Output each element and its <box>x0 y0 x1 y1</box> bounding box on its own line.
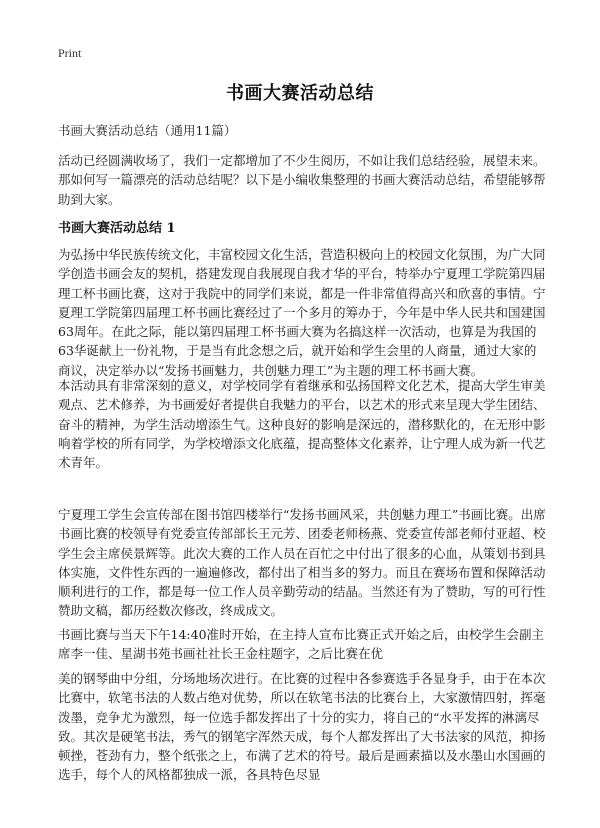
body-paragraph: 美的钢琴曲中分组，分场地场次进行。在比赛的过程中各参赛选手各显身手，由于在本次比赛中，软笔书法的人数占绝对优势，所以在软笔书法的比赛台上，大家激情四射，挥毫泼墨，竞争尤为激烈，每一位选手都发挥出了十分的实力，将自己的“水平发挥的淋漓尽致。其次是硬笔书法，秀气的钢笔字浑然天成，每个人都发挥出了大书法家的风范，抑扬顿挫，苍劲有力，整个纸张之上，布满了艺术的符号。最后是画素描以及水墨山水国画的选手，每个人的风格都独成一派，各具特色尽显 <box>58 671 546 783</box>
body-paragraph: 宁夏理工学生会宣传部在图书馆四楼举行“发扬书画风采，共创魅力理工”书画比赛。出席书画比赛的校领导有党委宣传部部长王元芳、团委老师杨燕、党委宣传部老师付亚超、校学生会主席侯景辉等。此次大赛的工作人员在百忙之中付出了很多的心血，从策划书到具体实施，文件性东西的一遍遍修改，都付出了相当多的努力。而且在赛场布置和保障活动顺利进行的工作，都是每一位工作人员辛勤劳动的结晶。当然还有为了赞助，写的可行性赞助文稿，都历经数次修改，终成成文。 <box>58 507 546 619</box>
print-link[interactable]: Print <box>58 46 82 60</box>
body-paragraph: 书画比赛与当天下午14:40准时开始，在主持人宣布比赛正式开始之后，由校学生会副主席李一佳、星湖书苑书画社社长王金柱题字，之后比赛在优 <box>58 627 545 662</box>
intro-paragraph: 活动已经圆满收场了，我们一定都增加了不少生阅历，不如让我们总结经验，展望未来。那如何写一篇漂亮的活动总结呢？以下是小编收集整理的书画大赛活动总结，希望能够帮助到大家。 <box>58 153 546 207</box>
document-subtitle: 书画大赛活动总结（通用11篇） <box>58 123 237 138</box>
body-paragraph: 本活动具有非常深刻的意义，对学校同学有着继承和弘扬国粹文化艺术，提高大学生审美观点、艺术修养，为书画爱好者提供自我魅力的平台，以艺术的形式来呈现大学生团结、奋斗的精神，为学生活动增添生气。这种良好的影响是深远的，潜移默化的，在无形中影响着学校的所有同学，为学校增添文化底蕴，提高整体文化素养，让宁理人成为新一代艺术青年。 <box>58 378 546 471</box>
page-title: 书画大赛活动总结 <box>226 83 374 104</box>
body-paragraph: 为弘扬中华民族传统文化，丰富校园文化生活，营造积极向上的校园文化氛围，为广大同学创造书画会友的契机，搭建发现自我展现自我才华的平台，特举办宁夏理工学院第四届理工杯书画比赛，这对于我院中的同学们来说，都是一件非常值得高兴和欣喜的事情。宁夏理工学院第四届理工杯书画比赛经过了一个多月的筹办于，今年是中华人民共和国建国63周年。在此之际，能以第四届理工杯书画大赛为名搞这样一次活动，也算是为我国的63华诞献上一份礼物，于是当有此念想之后，就开始和学生会里的人商量，通过大家的商议，决定举办以“发扬书画魅力，共创魅力理工”为主题的理工杯书画大赛。 <box>58 247 546 378</box>
section-heading: 书画大赛活动总结 1 <box>58 221 176 236</box>
